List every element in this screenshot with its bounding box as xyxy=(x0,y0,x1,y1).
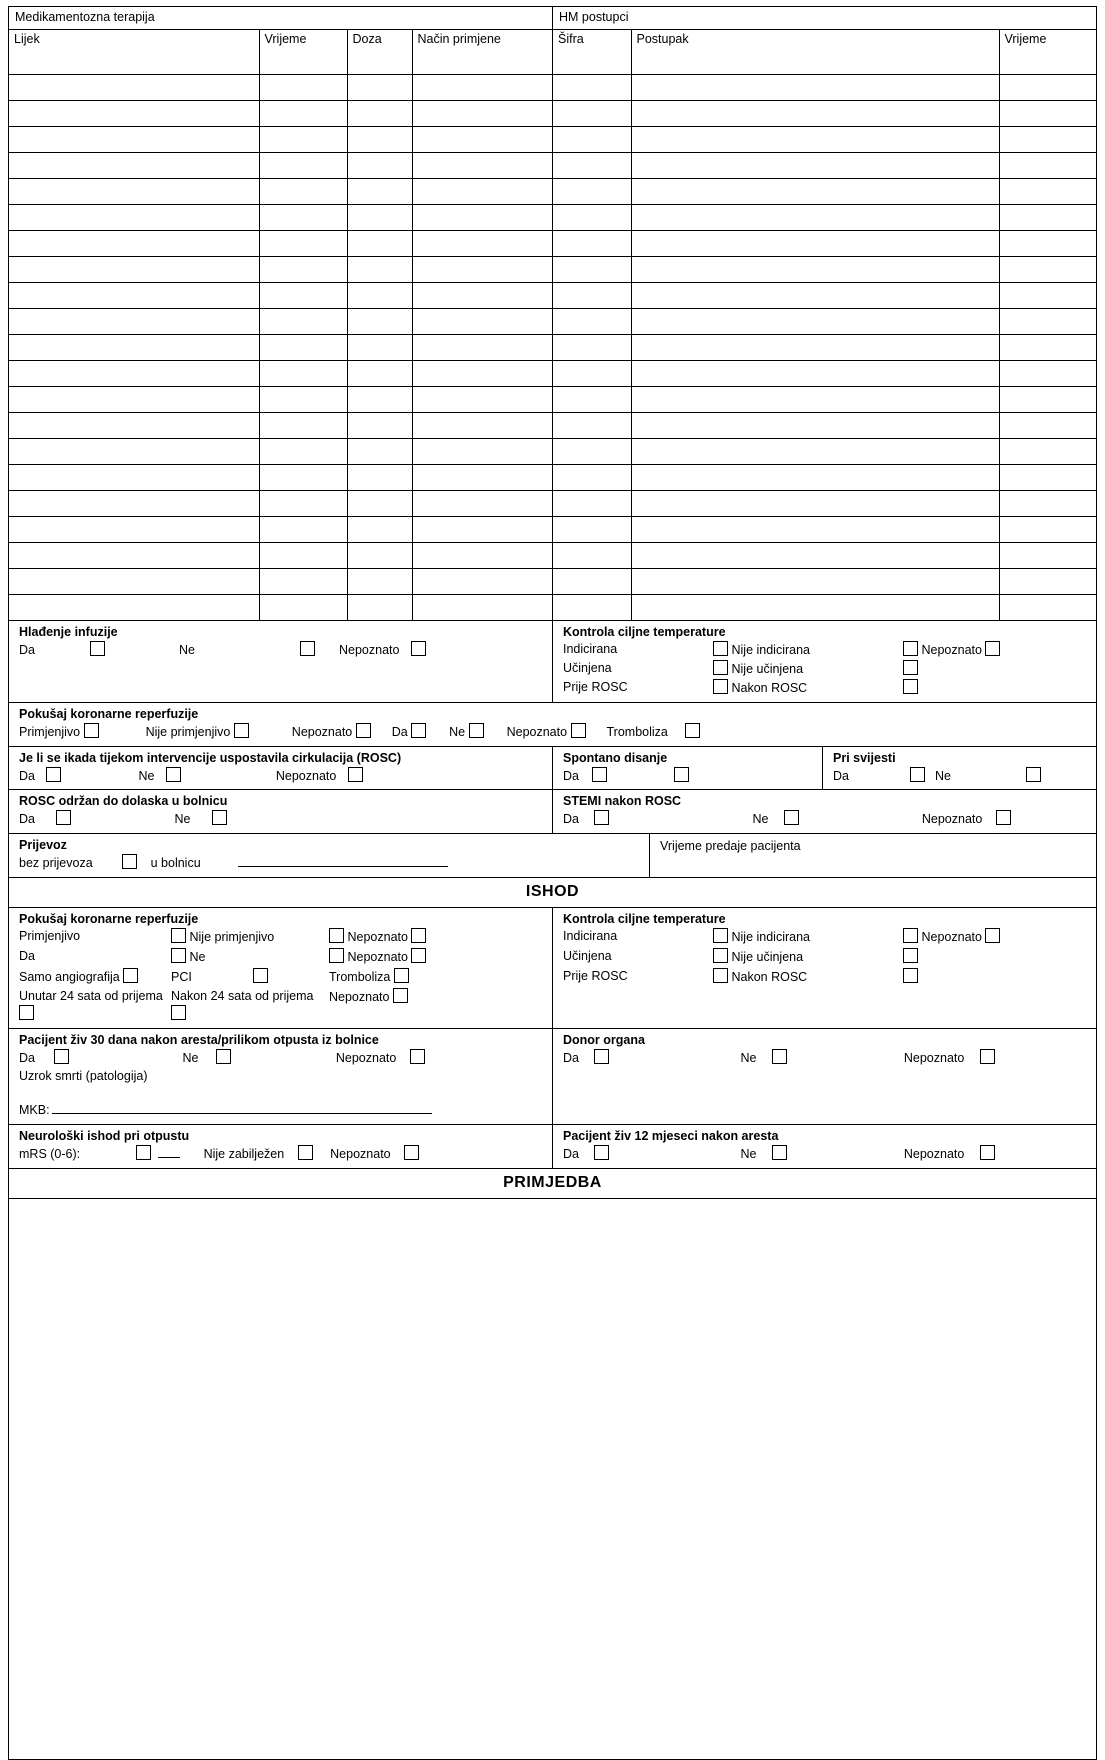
checkbox[interactable] xyxy=(910,767,925,782)
remark-banner-section xyxy=(9,1169,1096,1199)
rosc-sustained-title: ROSC održan do dolaska u bolnicu xyxy=(19,794,228,809)
checkbox[interactable] xyxy=(171,1005,186,1020)
checkbox[interactable] xyxy=(469,723,484,738)
column-header-nacin-primjene: Način primjene xyxy=(412,30,552,74)
checkbox[interactable] xyxy=(19,1005,34,1020)
reperfusion-top-option-nije-primjenjivo[interactable]: Nije primjenjivo xyxy=(146,723,249,741)
checkbox[interactable] xyxy=(394,968,409,983)
ttm-out-r3c3[interactable] xyxy=(903,968,1090,986)
ttm-row2-option2[interactable] xyxy=(903,660,1090,678)
medications-table-container xyxy=(9,7,553,620)
column-header-lijek: Lijek xyxy=(9,30,259,74)
organ-donor-option-ne[interactable]: Ne xyxy=(740,1049,786,1067)
table-row xyxy=(9,256,552,282)
transport-title: Prijevoz xyxy=(19,838,67,853)
checkbox[interactable] xyxy=(772,1049,787,1064)
mrs-label: mRS (0-6): xyxy=(19,1147,81,1162)
checkbox[interactable] xyxy=(166,767,181,782)
cause-of-death-label: Uzrok smrti (patologija) xyxy=(19,1069,148,1084)
table-row xyxy=(9,386,552,412)
table-row xyxy=(9,438,552,464)
checkbox[interactable] xyxy=(594,1145,609,1160)
rosc-sustained-option-ne[interactable]: Ne xyxy=(174,810,226,828)
table-row xyxy=(9,412,552,438)
conscious-option-ne[interactable]: Ne xyxy=(935,767,1041,785)
rosc-sustained-option-da[interactable]: Da xyxy=(19,810,71,828)
hm-procedures-table-container xyxy=(553,7,1096,620)
table-row xyxy=(553,360,1096,386)
ttm-out-r2c3[interactable] xyxy=(903,948,1090,966)
rep-out-r1c2[interactable]: Nije primjenjivo xyxy=(171,928,329,946)
table-row xyxy=(9,490,552,516)
checkbox[interactable] xyxy=(348,767,363,782)
table-row xyxy=(553,308,1096,334)
rosc-option-ne[interactable]: Ne xyxy=(138,767,180,785)
table-row xyxy=(553,516,1096,542)
organ-donor-option-nepoznato[interactable]: Nepoznato xyxy=(904,1049,995,1067)
outcome-banner-section xyxy=(9,878,1096,908)
ttm-block xyxy=(553,621,1096,702)
ttm-row3-option1[interactable]: Nakon ROSC xyxy=(713,679,903,697)
ttm-outcome-title: Kontrola ciljne temperature xyxy=(563,912,726,927)
checkbox[interactable] xyxy=(713,641,728,656)
transport-destination-line[interactable] xyxy=(238,854,448,867)
stemi-block xyxy=(553,790,1096,833)
reperfusion-top-section xyxy=(9,703,1096,747)
ttm-row1-label1: Indicirana xyxy=(563,642,618,656)
neuro-option-nije-zabiljezen[interactable]: Nije zabilježen xyxy=(204,1145,313,1163)
ttm-row1-option1[interactable]: Nije indicirana xyxy=(713,641,903,659)
table-row xyxy=(553,334,1096,360)
table-row xyxy=(9,74,552,100)
table-row xyxy=(9,100,552,126)
table-row xyxy=(9,126,552,152)
reperfusion-top-option-nepoznato-2[interactable]: Nepoznato xyxy=(507,723,586,741)
table-header-row xyxy=(553,30,1096,74)
checkbox[interactable] xyxy=(212,810,227,825)
checkbox[interactable] xyxy=(903,641,918,656)
mrs-checkbox[interactable] xyxy=(136,1145,151,1160)
ttm-outcome-block xyxy=(553,908,1096,1027)
alive12-title: Pacijent živ 12 mjeseci nakon aresta xyxy=(563,1129,779,1144)
checkbox[interactable] xyxy=(592,767,607,782)
checkbox[interactable] xyxy=(171,948,186,963)
ttm-out-r2c1: Učinjena xyxy=(563,949,612,963)
table-row xyxy=(553,204,1096,230)
medications-table xyxy=(9,30,552,620)
checkbox[interactable] xyxy=(713,968,728,983)
ttm-row1-option2[interactable]: Nepoznato xyxy=(903,641,1090,659)
rosc-title: Je li se ikada tijekom intervencije uspostavila cirkulacija (ROSC) xyxy=(19,750,402,765)
ttm-row3-option2[interactable] xyxy=(903,679,1090,697)
rep-out-r4c3[interactable]: Nepoznato xyxy=(329,988,546,1006)
checkbox[interactable] xyxy=(1026,767,1041,782)
checkbox[interactable] xyxy=(713,948,728,963)
mrs-value-line[interactable] xyxy=(158,1145,180,1158)
checkbox[interactable] xyxy=(122,854,137,869)
table-row xyxy=(9,568,552,594)
rep-out-r4c1[interactable]: Unutar 24 sata od prijema xyxy=(19,988,171,1023)
checkbox[interactable] xyxy=(54,1049,69,1064)
stemi-option-nepoznato[interactable]: Nepoznato xyxy=(922,810,1011,828)
cooling-ttm-section xyxy=(9,621,1096,703)
cooling-title: Hlađenje infuzije xyxy=(19,625,118,639)
remark-banner: PRIMJEDBA xyxy=(503,1174,602,1191)
checkbox[interactable] xyxy=(772,1145,787,1160)
conscious-title: Pri svijesti xyxy=(833,750,896,765)
conscious-option-da[interactable]: Da xyxy=(833,767,925,785)
checkbox[interactable] xyxy=(980,1145,995,1160)
alive30-option-ne[interactable]: Ne xyxy=(182,1049,230,1067)
ttm-row3-label1: Prije ROSC xyxy=(563,679,628,694)
transport-section xyxy=(9,834,1096,878)
organ-donor-block xyxy=(553,1029,1096,1125)
checkbox[interactable] xyxy=(300,641,315,656)
medications-table-title: Medikamentozna terapija xyxy=(9,7,552,30)
rep-out-r3c1[interactable]: Samo angiografija xyxy=(19,968,171,986)
checkbox[interactable] xyxy=(713,679,728,694)
checkbox[interactable] xyxy=(404,1145,419,1160)
stemi-title: STEMI nakon ROSC xyxy=(563,794,682,809)
checkbox[interactable] xyxy=(571,723,586,738)
neuro-outcome-title: Neurološki ishod pri otpustu xyxy=(19,1129,190,1144)
spontaneous-breathing-option-da[interactable]: Da xyxy=(563,767,607,785)
checkbox[interactable] xyxy=(903,660,918,675)
table-row xyxy=(553,256,1096,282)
rosc-block xyxy=(9,747,553,790)
table-row xyxy=(9,464,552,490)
ttm-title: Kontrola ciljne temperature xyxy=(563,625,726,639)
conscious-block xyxy=(823,747,1096,790)
table-row xyxy=(9,334,552,360)
checkbox[interactable] xyxy=(171,928,186,943)
checkbox[interactable] xyxy=(996,810,1011,825)
checkbox[interactable] xyxy=(253,968,268,983)
rep-out-r4c2[interactable]: Nakon 24 sata od prijema xyxy=(171,988,329,1023)
table-row xyxy=(9,230,552,256)
table-row xyxy=(553,594,1096,620)
table-row xyxy=(553,100,1096,126)
alive30-block xyxy=(9,1029,553,1125)
ttm-out-r1c3[interactable]: Nepoznato xyxy=(903,928,1090,946)
table-row xyxy=(9,282,552,308)
checkbox[interactable] xyxy=(298,1145,313,1160)
form-sheet xyxy=(8,6,1097,1760)
neuro-outcome-block xyxy=(9,1125,553,1168)
checkbox[interactable] xyxy=(216,1049,231,1064)
remark-notes-area[interactable] xyxy=(9,1199,1096,1759)
spontaneous-breathing-title: Spontano disanje xyxy=(563,750,668,765)
reperfusion-top-title: Pokušaj koronarne reperfuzije xyxy=(19,706,199,721)
reperfusion-outcome-block xyxy=(9,908,553,1027)
cooling-option-ne[interactable]: Ne xyxy=(179,641,339,659)
checkbox[interactable] xyxy=(411,928,426,943)
stemi-option-da[interactable]: Da xyxy=(563,810,609,828)
checkbox[interactable] xyxy=(234,723,249,738)
hm-procedures-table xyxy=(553,30,1096,620)
checkbox[interactable] xyxy=(90,641,105,656)
checkbox[interactable] xyxy=(980,1049,995,1064)
table-row xyxy=(553,126,1096,152)
checkbox[interactable] xyxy=(356,723,371,738)
table-row xyxy=(553,542,1096,568)
table-row xyxy=(9,178,552,204)
table-row xyxy=(9,204,552,230)
alive12-option-nepoznato[interactable]: Nepoznato xyxy=(904,1145,995,1163)
handover-time-label: Vrijeme predaje pacijenta xyxy=(660,839,801,854)
table-row xyxy=(553,152,1096,178)
table-row xyxy=(9,152,552,178)
alive30-option-da[interactable]: Da xyxy=(19,1049,69,1067)
mkb-input-line[interactable] xyxy=(52,1101,432,1114)
table-row xyxy=(9,594,552,620)
alive12-option-ne[interactable]: Ne xyxy=(740,1145,786,1163)
checkbox[interactable] xyxy=(903,968,918,983)
rep-out-r1c1: Primjenjivo xyxy=(19,929,81,944)
checkbox[interactable] xyxy=(393,988,408,1003)
table-row xyxy=(9,308,552,334)
checkbox[interactable] xyxy=(985,928,1000,943)
transport-block xyxy=(9,834,650,877)
table-row xyxy=(9,360,552,386)
mkb-label: MKB: xyxy=(19,1103,50,1118)
checkbox[interactable] xyxy=(56,810,71,825)
checkbox[interactable] xyxy=(903,948,918,963)
rosc-sustained-block xyxy=(9,790,553,833)
column-header-vrijeme: Vrijeme xyxy=(259,30,347,74)
checkbox[interactable] xyxy=(903,928,918,943)
cooling-block xyxy=(9,621,553,702)
rep-out-r2c2[interactable]: Ne xyxy=(171,948,329,966)
table-row xyxy=(553,178,1096,204)
alive30-title: Pacijent živ 30 dana nakon aresta/prilikom otpusta iz bolnice xyxy=(19,1032,379,1047)
checkbox[interactable] xyxy=(594,1049,609,1064)
reperfusion-top-option-ne[interactable]: Ne xyxy=(449,723,483,741)
checkbox[interactable] xyxy=(411,948,426,963)
reperfusion-outcome-title: Pokušaj koronarne reperfuzije xyxy=(19,912,199,927)
reperfusion-top-option-da[interactable]: Da xyxy=(392,723,426,741)
checkbox[interactable] xyxy=(903,679,918,694)
rep-out-r2c3[interactable]: Nepoznato xyxy=(329,948,546,966)
reperfusion-top-option-primjenjivo[interactable]: Primjenjivo xyxy=(19,723,99,741)
organ-donor-title: Donor organa xyxy=(563,1032,645,1047)
hm-procedures-table-title: HM postupci xyxy=(553,7,1096,30)
checkbox[interactable] xyxy=(685,723,700,738)
neuro-option-nepoznato[interactable]: Nepoznato xyxy=(330,1145,419,1163)
rosc-option-nepoznato[interactable]: Nepoznato xyxy=(276,767,363,785)
cooling-option-da[interactable]: Da xyxy=(19,641,179,659)
checkbox[interactable] xyxy=(329,948,344,963)
top-tables xyxy=(9,7,1096,621)
neuro-alive12-section xyxy=(9,1125,1096,1169)
transport-option-bez-prijevoza[interactable]: bez prijevoza xyxy=(19,854,137,872)
column-header-doza: Doza xyxy=(347,30,412,74)
table-row xyxy=(9,542,552,568)
checkbox[interactable] xyxy=(674,767,689,782)
table-row xyxy=(553,74,1096,100)
table-row xyxy=(553,386,1096,412)
checkbox[interactable] xyxy=(329,928,344,943)
table-row xyxy=(553,464,1096,490)
rosc-sustained-section xyxy=(9,790,1096,834)
organ-donor-option-da[interactable]: Da xyxy=(563,1049,609,1067)
column-header-vrijeme: Vrijeme xyxy=(999,30,1096,74)
handover-time-block xyxy=(650,834,1096,877)
checkbox[interactable] xyxy=(411,641,426,656)
cooling-option-nepoznato[interactable]: Nepoznato xyxy=(339,641,426,659)
alive30-option-nepoznato[interactable]: Nepoznato xyxy=(336,1049,425,1067)
table-row xyxy=(553,230,1096,256)
table-row xyxy=(9,516,552,542)
rosc-section xyxy=(9,747,1096,791)
checkbox[interactable] xyxy=(713,660,728,675)
checkbox[interactable] xyxy=(123,968,138,983)
checkbox[interactable] xyxy=(410,1049,425,1064)
table-row xyxy=(553,438,1096,464)
alive30-donor-section xyxy=(9,1029,1096,1126)
transport-option-u-bolnicu[interactable]: u bolnicu xyxy=(150,856,201,871)
rep-out-r2c1: Da xyxy=(19,949,35,963)
table-header-row xyxy=(9,30,552,74)
checkbox[interactable] xyxy=(46,767,61,782)
rep-out-r3c2[interactable]: PCI xyxy=(171,968,329,986)
checkbox[interactable] xyxy=(411,723,426,738)
rosc-option-da[interactable]: Da xyxy=(19,767,61,785)
table-row xyxy=(553,282,1096,308)
ttm-row2-label1: Učinjena xyxy=(563,660,612,675)
rep-out-r1c3[interactable]: Nepoznato xyxy=(329,928,546,946)
checkbox[interactable] xyxy=(594,810,609,825)
table-row xyxy=(553,568,1096,594)
reperfusion-top-option-tromboliza[interactable]: Tromboliza xyxy=(607,723,701,741)
checkbox[interactable] xyxy=(985,641,1000,656)
table-row xyxy=(553,412,1096,438)
ttm-out-r2c2[interactable]: Nije učinjena xyxy=(713,948,903,966)
outcome-reperfusion-ttm-section xyxy=(9,908,1096,1028)
ttm-out-r1c1: Indicirana xyxy=(563,929,618,944)
spontaneous-breathing-block xyxy=(553,747,823,790)
ttm-out-r3c1: Prije ROSC xyxy=(563,968,628,983)
alive12-option-da[interactable]: Da xyxy=(563,1145,609,1163)
table-row xyxy=(553,490,1096,516)
ttm-out-r1c2[interactable]: Nije indicirana xyxy=(713,928,903,946)
ttm-out-r3c2[interactable]: Nakon ROSC xyxy=(713,968,903,986)
column-header-sifra: Šifra xyxy=(553,30,631,74)
outcome-banner: ISHOD xyxy=(525,883,580,901)
alive12-block xyxy=(553,1125,1096,1168)
checkbox[interactable] xyxy=(713,928,728,943)
stemi-option-ne[interactable]: Ne xyxy=(752,810,798,828)
ttm-row2-option1[interactable]: Nije učinjena xyxy=(713,660,903,678)
checkbox[interactable] xyxy=(784,810,799,825)
rep-out-r3c3[interactable]: Tromboliza xyxy=(329,968,546,986)
checkbox[interactable] xyxy=(84,723,99,738)
column-header-postupak: Postupak xyxy=(631,30,999,74)
reperfusion-top-option-nepoznato-1[interactable]: Nepoznato xyxy=(292,723,371,741)
